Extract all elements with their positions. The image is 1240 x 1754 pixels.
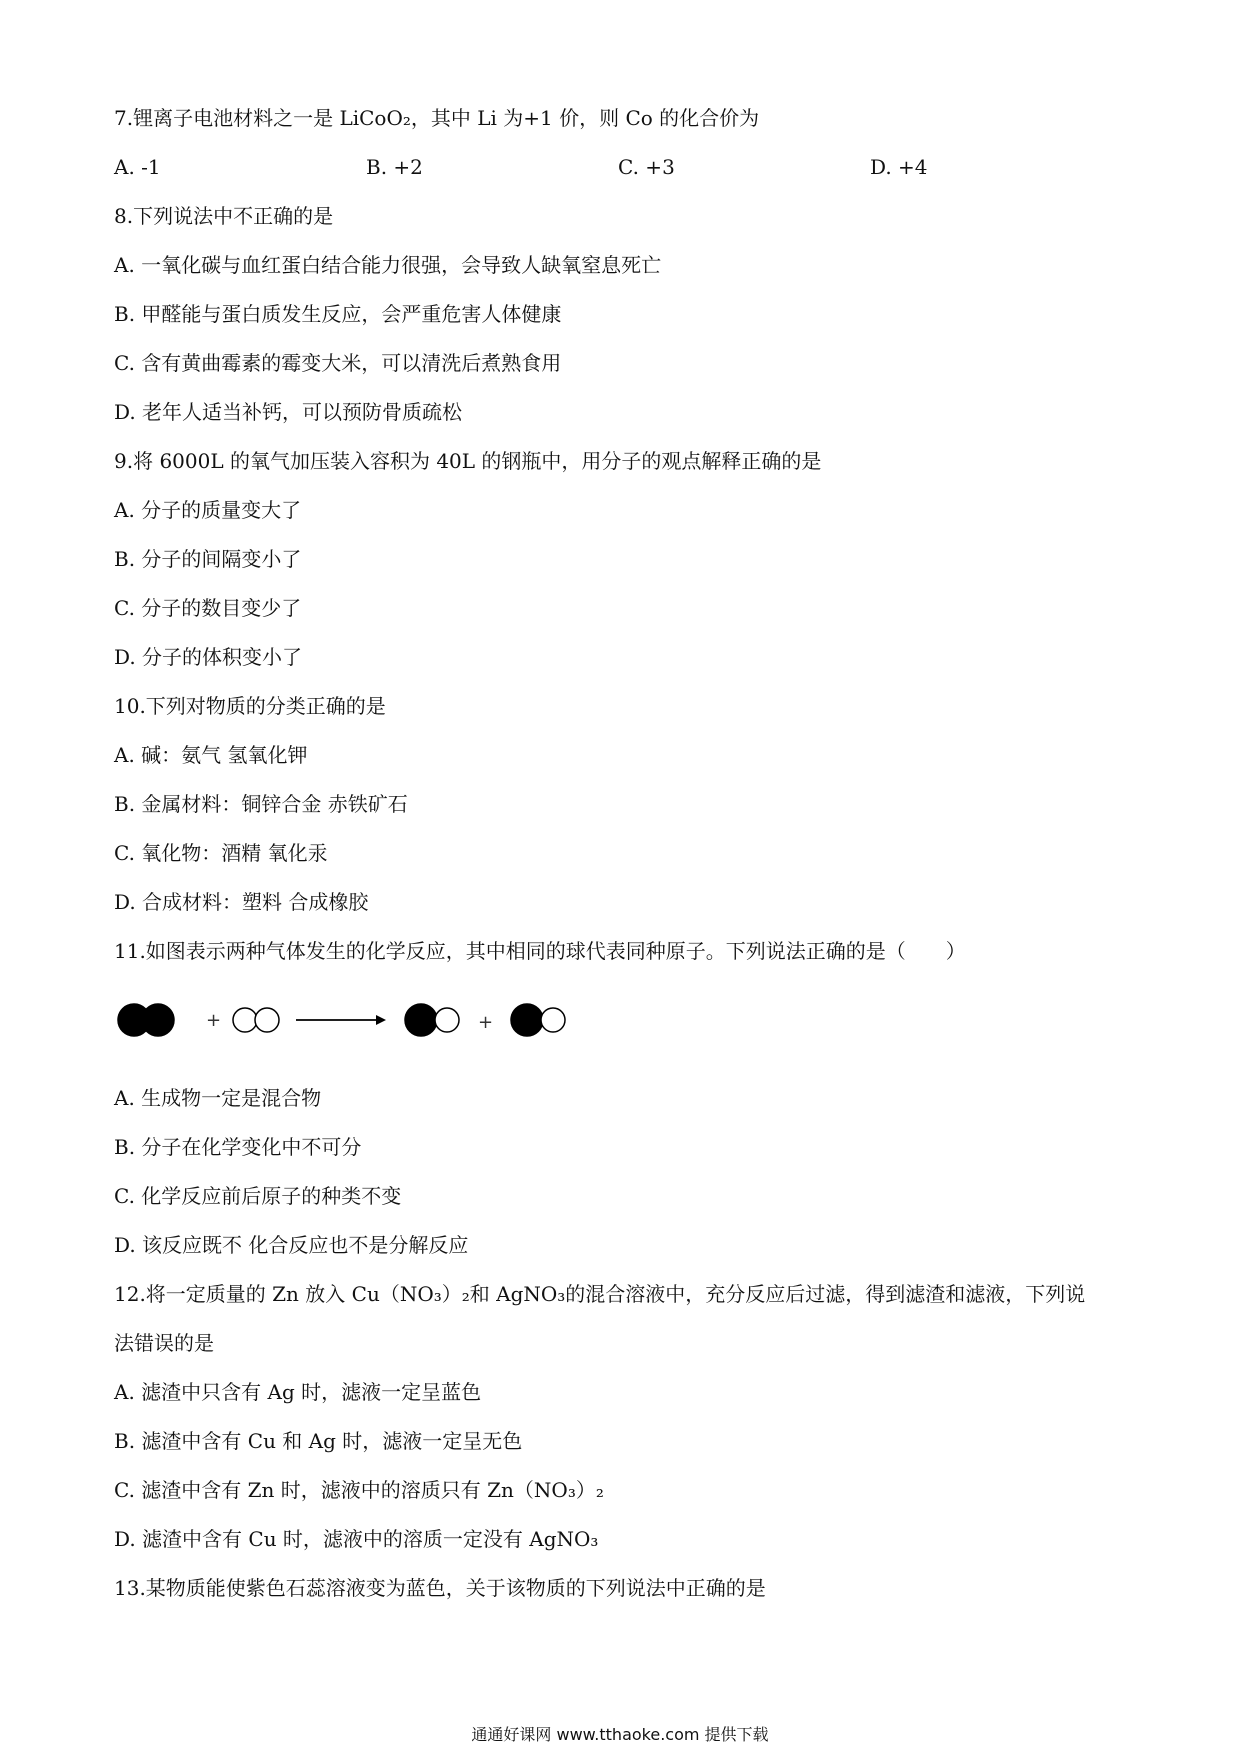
reactant-black-molecule <box>118 1004 174 1036</box>
question-8-stem: 8.下列说法中不正确的是 <box>114 204 334 228</box>
question-12-stem-line1: 12.将一定质量的 Zn 放入 Cu（NO₃）₂和 AgNO₃的混合溶液中，充分反应后过滤，得到滤渣和滤液，下列说 <box>114 1282 1086 1306</box>
q12-option-d: D. 滤渣中含有 Cu 时，滤液中的溶质一定没有 AgNO₃ <box>114 1527 599 1551</box>
page-footer: 通通好课网 www.tthaoke.com 提供下载 <box>471 1725 769 1744</box>
reactant-white-molecule <box>233 1008 279 1032</box>
q12-option-a: A. 滤渣中只含有 Ag 时，滤液一定呈蓝色 <box>114 1380 482 1404</box>
q8-option-d: D. 老年人适当补钙，可以预防骨质疏松 <box>114 400 463 424</box>
question-9-stem: 9.将 6000L 的氧气加压装入容积为 40L 的钢瓶中，用分子的观点解释正确的是 <box>114 449 822 473</box>
q10-option-c: C. 氧化物：酒精 氧化汞 <box>114 841 328 865</box>
q11-option-d: D. 该反应既不 化合反应也不是分解反应 <box>114 1233 469 1257</box>
q11-option-a: A. 生成物一定是混合物 <box>114 1086 322 1110</box>
q11-option-b: B. 分子在化学变化中不可分 <box>114 1135 362 1159</box>
q8-option-a: A. 一氧化碳与血红蛋白结合能力很强，会导致人缺氧窒息死亡 <box>114 253 662 277</box>
q8-option-b: B. 甲醛能与蛋白质发生反应，会严重危害人体健康 <box>114 302 562 326</box>
product-molecule-1 <box>405 1004 459 1036</box>
product-molecule-2 <box>511 1004 565 1036</box>
q10-option-d: D. 合成材料：塑料 合成橡胶 <box>114 890 369 914</box>
q12-option-b: B. 滤渣中含有 Cu 和 Ag 时，滤液一定呈无色 <box>114 1429 523 1453</box>
q10-option-a: A. 碱：氨气 氢氧化钾 <box>114 743 308 767</box>
q8-option-c: C. 含有黄曲霉素的霉变大米，可以清洗后煮熟食用 <box>114 351 562 375</box>
q7-option-c: C. +3 <box>618 155 675 179</box>
question-13-stem: 13.某物质能使紫色石蕊溶液变为蓝色，关于该物质的下列说法中正确的是 <box>114 1576 766 1600</box>
plus-sign-1: + <box>206 1010 222 1031</box>
question-10-stem: 10.下列对物质的分类正确的是 <box>114 694 386 718</box>
question-7-stem: 7.锂离子电池材料之一是 LiCoO₂，其中 Li 为+1 价，则 Co 的化合价为 <box>114 106 760 130</box>
plus-sign-2: + <box>478 1012 494 1033</box>
q12-option-c: C. 滤渣中含有 Zn 时，滤液中的溶质只有 Zn（NO₃）₂ <box>114 1478 604 1502</box>
q7-option-a: A. -1 <box>114 155 161 179</box>
q9-option-a: A. 分子的质量变大了 <box>114 498 302 522</box>
q9-option-d: D. 分子的体积变小了 <box>114 645 303 669</box>
q9-option-c: C. 分子的数目变少了 <box>114 596 302 620</box>
reaction-diagram <box>114 990 594 1050</box>
q9-option-b: B. 分子的间隔变小了 <box>114 547 302 571</box>
reaction-arrow <box>296 1015 386 1025</box>
q10-option-b: B. 金属材料：铜锌合金 赤铁矿石 <box>114 792 408 816</box>
question-11-stem: 11.如图表示两种气体发生的化学反应，其中相同的球代表同种原子。下列说法正确的是（ ） <box>114 939 966 963</box>
q7-option-b: B. +2 <box>366 155 423 179</box>
question-12-stem-line2: 法错误的是 <box>114 1331 214 1355</box>
q11-option-c: C. 化学反应前后原子的种类不变 <box>114 1184 402 1208</box>
q7-option-d: D. +4 <box>870 155 928 179</box>
